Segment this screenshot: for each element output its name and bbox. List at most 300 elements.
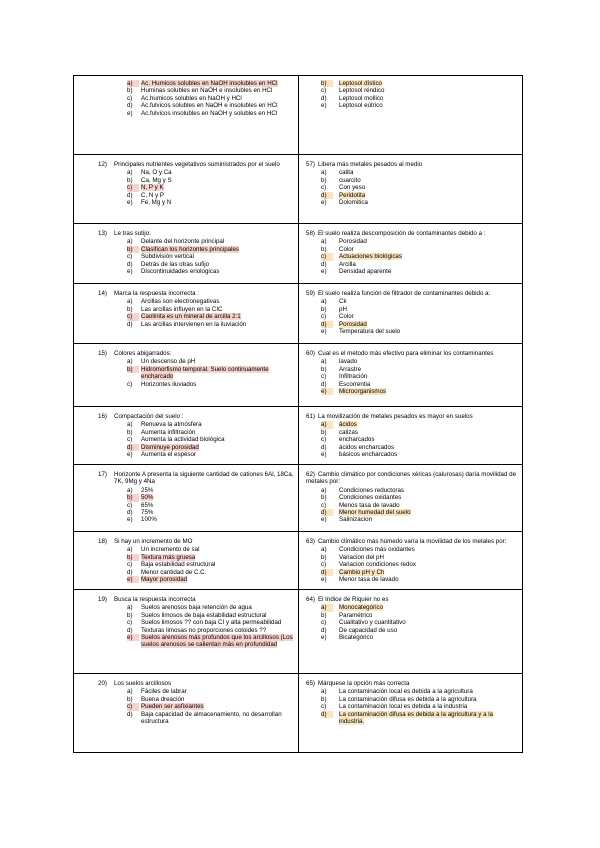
option-list (74, 80, 298, 117)
question-cell-left (73, 673, 299, 753)
option-letter: b) (321, 176, 327, 184)
option-text: Renueva la atmósfera (141, 421, 202, 429)
answer-option (74, 494, 298, 501)
answer-option (299, 569, 522, 576)
answer-option (299, 494, 522, 501)
question-text (306, 230, 518, 237)
option-list (74, 546, 298, 583)
answer-option (74, 502, 298, 509)
option-text: Suelos arenosos baja retención de agua (141, 604, 252, 612)
option-text: Huminas solubles en NaOH e insolubles en HCl (141, 87, 273, 95)
question-text: Libera más metales pesados al medio (317, 161, 423, 168)
option-letter: c) (321, 313, 327, 321)
option-text: Las arcillas intervienen en la iluviación (141, 320, 247, 328)
option-letter: e) (127, 268, 133, 276)
answer-option (299, 696, 522, 703)
option-letter: c) (127, 94, 133, 102)
answer-option (299, 711, 522, 726)
answer-option (299, 451, 522, 458)
option-text: Ac.humicos solubles en NaOH y HCl (141, 94, 242, 102)
answer-option (74, 268, 298, 275)
option-letter: a) (321, 604, 333, 611)
answer-option (74, 313, 298, 320)
question-number: 65) (306, 680, 315, 687)
answer-option (74, 634, 298, 649)
option-letter: a) (321, 169, 327, 177)
question-cell-left (73, 406, 299, 465)
option-text: cuarcito (339, 176, 361, 184)
answer-option (74, 238, 298, 245)
option-letter: c) (127, 436, 133, 444)
question-text: Le tras sutijo: (114, 230, 151, 237)
answer-option (299, 313, 522, 320)
option-text: Texturas limosas no proporciones coloides ?? (141, 626, 267, 634)
option-letter: d) (321, 509, 333, 516)
question-cell-right (298, 223, 523, 284)
option-letter: e) (321, 576, 327, 584)
answer-option (299, 561, 522, 568)
option-letter: d) (321, 443, 327, 451)
option-letter: e) (321, 451, 327, 459)
question-number: 12) (98, 161, 107, 168)
question-number: 19) (98, 596, 107, 603)
option-text: Actuaciones biológicas (339, 253, 402, 261)
question-cell-right (298, 589, 523, 674)
option-text: Mayor porosidad (141, 576, 188, 584)
answer-option (299, 429, 522, 436)
question-text: Busca la respuesta incorrecta (114, 596, 196, 603)
option-letter: b) (127, 494, 139, 501)
option-letter: d) (127, 444, 139, 451)
option-list (299, 80, 522, 110)
option-letter: e) (127, 199, 133, 207)
question (299, 471, 522, 486)
option-letter: b) (127, 246, 139, 253)
question-number: 60) (306, 350, 315, 357)
option-text: pH (339, 305, 347, 313)
question-number: 18) (98, 538, 107, 545)
answer-option (299, 634, 522, 641)
question (74, 230, 298, 237)
question-text (306, 413, 518, 420)
answer-option (299, 546, 522, 553)
question-number: 15) (98, 350, 107, 357)
question-number: 20) (98, 680, 107, 687)
question (74, 161, 298, 168)
answer-option (74, 688, 298, 695)
option-text: Porosidad (339, 320, 367, 328)
question-cell-left (73, 464, 299, 532)
option-letter: b) (127, 305, 133, 313)
question (74, 350, 298, 357)
option-text: Disminuye porosidad (141, 443, 199, 451)
answer-option (74, 429, 298, 436)
option-list (74, 421, 298, 458)
option-text: Delante del horizonte principal (141, 238, 225, 246)
question-text: Colores abigarrados: (114, 350, 172, 357)
question-text (306, 538, 518, 545)
option-letter: e) (321, 516, 327, 524)
answer-option (299, 328, 522, 335)
answer-option (74, 451, 298, 458)
answer-option (74, 110, 298, 117)
question-cell-right (298, 531, 523, 590)
option-text: Suelos limosos ?? con baja CI y alta permeabilidad (141, 619, 282, 627)
answer-option (74, 619, 298, 626)
question-text: Cambio climático por condiciones xéricas (calurosas) daría movilidad de metales por: (306, 471, 517, 486)
answer-option (74, 436, 298, 443)
option-text: Microorganismos (339, 388, 387, 396)
option-letter: d) (127, 191, 133, 199)
option-text: ácidos (339, 421, 357, 429)
option-letter: b) (127, 366, 139, 373)
answer-option (299, 444, 522, 451)
option-letter: b) (321, 305, 327, 313)
question-text (306, 290, 518, 297)
option-text: Temperatura del suelo (339, 328, 401, 336)
option-text: Fáciles de labrar (141, 688, 187, 696)
answer-option (299, 246, 522, 253)
option-text: Condiciones más oxidantes (339, 546, 415, 554)
option-letter: c) (321, 619, 327, 627)
answer-option (299, 177, 522, 184)
answer-option (299, 381, 522, 388)
answer-option (74, 627, 298, 634)
answer-option (299, 184, 522, 191)
option-letter: c) (127, 619, 133, 627)
option-text: básicos encharcados (339, 451, 398, 459)
option-text: Menos tasa de lavado (339, 501, 400, 509)
option-text: Textura más gruesa (141, 553, 196, 561)
option-letter: e) (127, 451, 133, 459)
question-cell-left (73, 283, 299, 344)
option-list (299, 169, 522, 206)
option-letter: b) (321, 365, 327, 373)
option-letter: c) (127, 380, 133, 388)
option-letter: d) (127, 320, 133, 328)
option-text: Leptosol réndico (339, 87, 385, 95)
option-text: Condiciones reductoras (339, 486, 405, 494)
option-letter: c) (321, 253, 333, 260)
question-text (306, 161, 518, 168)
option-letter: b) (321, 611, 327, 619)
answer-option (74, 381, 298, 388)
answer-option (299, 169, 522, 176)
option-text: Detrás de las otras sufijo (141, 260, 210, 268)
option-text: 75% (141, 509, 154, 517)
option-letter: e) (127, 516, 133, 524)
answer-option (74, 199, 298, 206)
answer-option (74, 554, 298, 561)
question-number: 57) (306, 161, 315, 168)
answer-option (299, 306, 522, 313)
question-cell-left (73, 589, 299, 674)
option-text: Peridotita (339, 191, 366, 199)
option-text: Leptosol mollico (339, 94, 384, 102)
option-letter: a) (127, 169, 133, 177)
option-text: Buena dreación (141, 695, 185, 703)
answer-option (299, 576, 522, 583)
option-letter: b) (127, 554, 139, 561)
option-letter: a) (321, 358, 327, 366)
option-letter: e) (321, 199, 327, 207)
answer-option (299, 619, 522, 626)
answer-option (74, 321, 298, 328)
option-text: Ck (339, 298, 347, 306)
answer-option (299, 436, 522, 443)
answer-option (299, 238, 522, 245)
answer-option (299, 688, 522, 695)
option-text: Arcilla (339, 260, 356, 268)
option-letter: d) (127, 626, 133, 634)
option-text: Variacion condiciones redox (339, 561, 416, 569)
question-text: El suelo realiza descomposición de contaminantes debido a : (317, 230, 486, 237)
answer-option (299, 502, 522, 509)
option-letter: c) (321, 373, 327, 381)
question-number: 17) (98, 471, 107, 478)
option-list (74, 169, 298, 206)
question (299, 230, 522, 237)
question (74, 680, 298, 687)
option-text: Color (339, 245, 354, 253)
option-letter: d) (127, 260, 133, 268)
answer-option (74, 711, 298, 726)
answer-option (299, 261, 522, 268)
question-number: 16) (98, 413, 107, 420)
option-letter: c) (127, 501, 133, 509)
question (299, 350, 522, 357)
option-text: Ac.fulvicos solubles en NaOH e insolubles en HCl (141, 102, 278, 110)
option-letter: b) (321, 428, 327, 436)
answer-option (299, 373, 522, 380)
option-text: 50% (141, 494, 154, 502)
answer-option (74, 421, 298, 428)
answer-option (74, 703, 298, 710)
option-text: Fe, Mg y N (141, 199, 172, 207)
option-text: Menor cantidad de C.C. (141, 568, 207, 576)
question-text (306, 680, 518, 687)
option-letter: c) (321, 501, 327, 509)
option-letter: d) (321, 260, 327, 268)
answer-option (74, 246, 298, 253)
question-text: Cambio climático más húmedo varía la movilidad de los metales por: (317, 538, 507, 545)
option-text: Con yeso (339, 184, 366, 192)
option-text: Densidad aparente (339, 268, 392, 276)
question-text: Cual es el metodo más efectivo para eliminar los contaminantes (317, 350, 494, 357)
option-letter: d) (321, 626, 327, 634)
option-list (74, 238, 298, 275)
option-letter: e) (127, 634, 139, 641)
option-text: Menor tasa de lavado (339, 576, 399, 584)
option-text: Dolomitica (339, 199, 368, 207)
option-list (299, 358, 522, 395)
answer-option (74, 80, 298, 87)
option-letter: b) (321, 245, 327, 253)
option-text: Caolinita es un mineral de arcilla 2:1 (141, 313, 241, 321)
option-letter: c) (127, 561, 133, 569)
option-letter: a) (127, 80, 139, 87)
answer-option (299, 487, 522, 494)
option-text: Suelos limosos de baja estabilidad estructural (141, 611, 267, 619)
option-letter: a) (127, 604, 133, 612)
option-text: De capacidad de uso (339, 626, 398, 634)
option-text: Bicategórico (339, 634, 374, 642)
option-letter: e) (321, 268, 327, 276)
question-text (306, 350, 518, 357)
option-letter: a) (127, 358, 133, 366)
option-text: Variacion del pH (339, 553, 384, 561)
exam-sheet (73, 75, 523, 752)
question-cell-left (73, 343, 299, 407)
answer-option (74, 366, 298, 381)
option-text: Ca, Mg y S (141, 176, 172, 184)
option-text: Ac. Humicos solubles en NaOH insolubles en HCl (141, 80, 278, 87)
option-text: N, P y K (141, 184, 164, 192)
option-letter: b) (321, 80, 333, 87)
question (74, 471, 298, 486)
option-text: Cambio pH y Ch (339, 568, 385, 576)
answer-option (299, 253, 522, 260)
option-letter: d) (127, 509, 133, 517)
question-number: 63) (306, 538, 315, 545)
option-text: 25% (141, 486, 154, 494)
option-text: La contaminación difusa es debida a la agricultura y a la industria. (339, 710, 494, 726)
option-text: Monocategórico (339, 604, 384, 612)
option-letter: d) (321, 192, 333, 199)
option-letter: c) (127, 313, 139, 320)
answer-option (299, 516, 522, 523)
option-text: Arcillas son electronegativas (141, 298, 220, 306)
option-letter: c) (321, 703, 327, 711)
option-letter: e) (321, 634, 327, 642)
option-letter: d) (321, 321, 333, 328)
option-text: Horizontes iluviados (141, 380, 197, 388)
answer-option (74, 192, 298, 199)
option-letter: a) (127, 486, 133, 494)
question-text: El Indice de Riquier no es (317, 596, 389, 603)
option-letter: a) (321, 486, 327, 494)
option-letter: a) (321, 421, 333, 428)
option-letter: b) (321, 553, 327, 561)
question (74, 596, 298, 603)
answer-option (74, 184, 298, 191)
question-text: Si hay un incremento de MO (114, 538, 193, 545)
option-text: Aumenta el espesor (141, 451, 197, 459)
answer-option (74, 604, 298, 611)
option-text: Ac.fulvicos insolubles en NaOH y solubles en HCl (141, 109, 278, 117)
question-cell-left (73, 154, 299, 224)
option-text: Salinizacion (339, 516, 373, 524)
answer-option (299, 192, 522, 199)
option-letter: d) (321, 711, 333, 718)
option-letter: b) (127, 611, 133, 619)
option-letter: a) (127, 546, 133, 554)
question-text: Horizonte A presenta la siguiente cantidad de cationes 6Al, 18Ca, 7K, 9Mg y 4Na (114, 471, 294, 486)
option-text: Baja estabilidad estructural (141, 561, 216, 569)
answer-option (299, 358, 522, 365)
question-text: Compactación del suelo : (114, 413, 184, 420)
option-text: calita (339, 169, 354, 177)
question (74, 290, 298, 297)
option-text: Discontinuidades eriologicas (141, 268, 220, 276)
option-letter: d) (127, 568, 133, 576)
answer-option (299, 612, 522, 619)
option-list (74, 604, 298, 648)
option-letter: e) (321, 328, 327, 336)
option-letter: a) (321, 546, 327, 554)
question-cell-right (298, 406, 523, 465)
answer-option (74, 612, 298, 619)
option-letter: a) (127, 421, 133, 429)
answer-option (74, 298, 298, 305)
option-text: Arrastre (339, 365, 362, 373)
answer-option (74, 253, 298, 260)
option-text: Un incremento de sal (141, 546, 200, 554)
option-text: Color (339, 313, 354, 321)
answer-option (74, 576, 298, 583)
option-letter: e) (127, 576, 139, 583)
option-letter: e) (321, 102, 327, 110)
answer-option (299, 554, 522, 561)
question-number: 64) (306, 596, 315, 603)
question-text: Márquese la opción más correcta (317, 680, 410, 687)
option-letter: d) (321, 94, 327, 102)
answer-option (299, 87, 522, 94)
option-text: Suelos arenosos más profundos que los arcillosos (Los suelos arenosos se calientan más en profundidad (141, 634, 293, 649)
question-number: 58) (306, 230, 315, 237)
option-letter: c) (321, 436, 327, 444)
option-text: La contaminación local es debida a la agricultura (339, 688, 473, 696)
question-text (306, 471, 518, 486)
option-letter: d) (127, 102, 133, 110)
option-list (299, 421, 522, 458)
option-letter: a) (127, 238, 133, 246)
option-text: 100% (141, 516, 157, 524)
option-letter: a) (321, 238, 327, 246)
answer-option (299, 95, 522, 102)
option-letter: c) (321, 87, 327, 95)
option-text: Baja capacidad de almacenamiento, no desarrollan estructura (141, 710, 282, 726)
option-text: calizas (339, 428, 358, 436)
option-text: C, N y P (141, 191, 165, 199)
option-letter: c) (127, 184, 139, 191)
answer-option (299, 604, 522, 611)
option-list (299, 487, 522, 524)
option-text: Na, O y Ca (141, 169, 172, 177)
answer-option (299, 321, 522, 328)
answer-option (299, 80, 522, 87)
option-text: ácidos encharcados (339, 443, 395, 451)
question-text: Marca la respuesta incorrecta : (114, 290, 199, 297)
option-list (74, 688, 298, 725)
answer-option (74, 487, 298, 494)
option-letter: b) (127, 87, 133, 95)
answer-option (74, 516, 298, 523)
option-letter: b) (127, 176, 133, 184)
answer-option (74, 306, 298, 313)
option-letter: e) (127, 109, 133, 117)
option-list (299, 688, 522, 725)
option-text: Hidromorfismo temporal. Suelo continuamente encharcado (141, 365, 269, 381)
option-text: 65% (141, 501, 154, 509)
option-letter: d) (321, 380, 327, 388)
option-text: Leptosol eútrico (339, 102, 383, 110)
option-text: Pueden ser asfixiantes (141, 703, 204, 711)
option-text: Aumenta la actividad biológica (141, 436, 225, 444)
option-letter: d) (321, 569, 333, 576)
answer-option (299, 703, 522, 710)
option-text: Cualitativo y cuantitativo (339, 619, 406, 627)
